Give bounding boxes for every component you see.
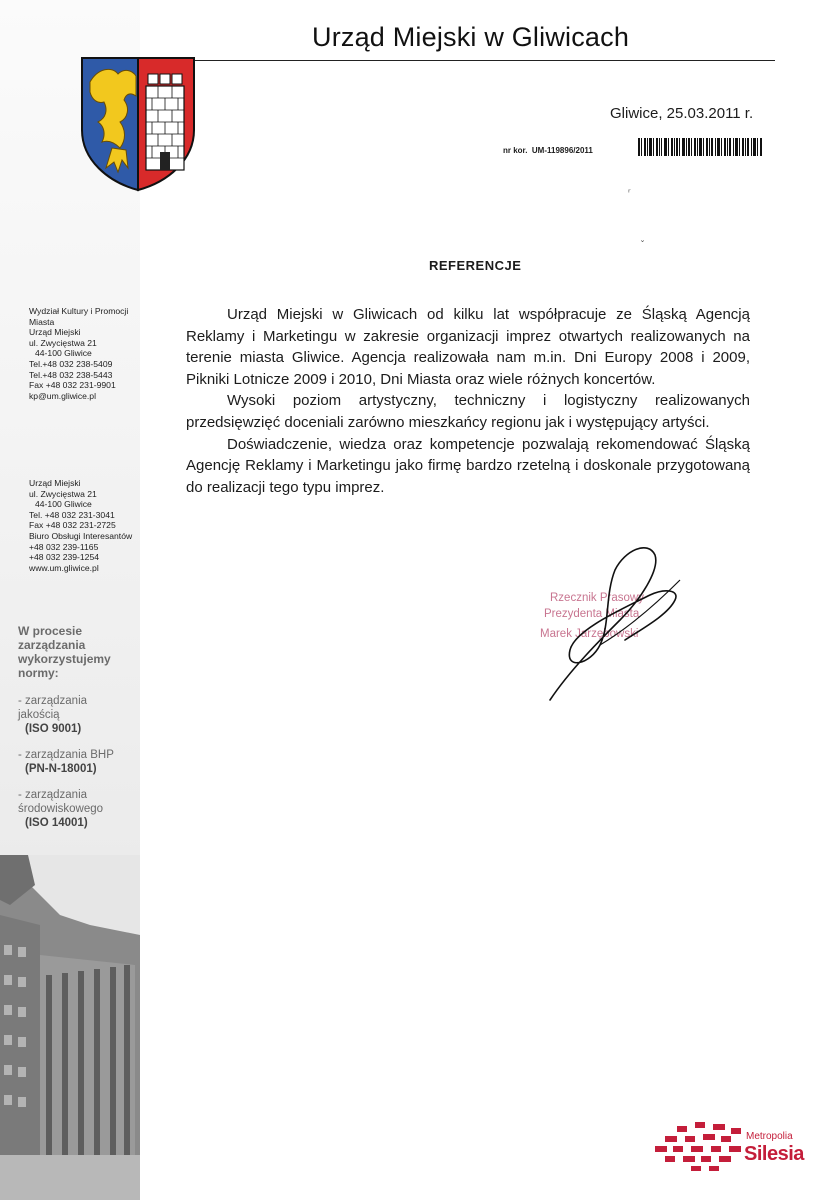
reference-value: UM-119896/2011 (531, 146, 593, 155)
scan-speck: ʳ (628, 188, 631, 199)
address-line: Urząd Miejski (29, 478, 81, 488)
body-paragraph: Urząd Miejski w Gliwicach od kilku lat współpracuje ze Śląską Agencją Reklamy i Marketingu w zakresie organizacji imprez otwartych realizowanych na terenie miasta Gliwice. Agencja realizowała nam m.in. Dni Europy 2008 i 2009, Pikniki Lotnicze 2009 i 2010, Dni Miasta oraz wiele różnych koncertów. (186, 306, 750, 388)
address-line: ul. Zwycięstwa 21 (29, 337, 97, 348)
address-line: ul. Zwycięstwa 21 (29, 488, 97, 499)
address-line: Tel.+48 032 238-5443 (29, 369, 113, 380)
address-line: www.um.gliwice.pl (29, 562, 99, 573)
building-photo (0, 855, 140, 1200)
coat-of-arms-icon (80, 56, 196, 192)
norm-label: - zarządzania jakością (18, 695, 88, 721)
norms-heading: W procesie zarządzania wykorzystujemy normy: (18, 624, 111, 680)
address-line: Fax +48 032 231-9901 (29, 380, 116, 391)
address-line: 44-100 Gliwice (35, 499, 92, 510)
department-address (29, 306, 128, 401)
body-paragraph: Doświadczenie, wiedza oraz kompetencje pozwalają rekomendować Śląską Agencję Reklamy i Marketingu jako firmę bardzo rzetelną i doskonale przygotowaną do realizacji tego typu imprez. (186, 435, 750, 496)
stamp-line: Prezydenta Miasta (544, 608, 640, 620)
address-line: Fax +48 032 231-2725 (29, 520, 116, 531)
address-line: Tel. +48 032 231-3041 (29, 509, 115, 520)
address-line: Miasta (29, 316, 55, 327)
handwritten-signature (530, 540, 710, 710)
barcode-icon (638, 138, 762, 156)
stamp-line: Marek Jarzębowski (540, 628, 639, 640)
scan-speck: ˇ (640, 240, 645, 251)
norm-label: - zarządzania BHP (18, 749, 114, 761)
norm-code: (ISO 9001) (25, 723, 82, 735)
address-line: Urząd Miejski (29, 327, 81, 338)
body-paragraph: Wysoki poziom artystyczny, techniczny i logistyczny realizowanych przedsięwzięć doceniali zarówno mieszkańcy regionu jak i występujący artyści. (186, 392, 750, 431)
metropolia-silesia-logo-icon (655, 1120, 745, 1172)
address-line: +48 032 239-1165 (29, 541, 99, 552)
stamp-line: Rzecznik Prasowy (550, 592, 644, 604)
office-address (29, 478, 132, 573)
reference-number (503, 146, 593, 155)
reference-label: nr kor. (503, 146, 528, 155)
norm-item (18, 788, 128, 830)
letter-body (186, 304, 750, 498)
logo-subtitle: Metropolia (746, 1131, 793, 1142)
norm-label: - zarządzania środowiskowego (18, 789, 104, 815)
address-line: kp@um.gliwice.pl (29, 390, 96, 401)
norm-code: (PN-N-18001) (25, 763, 97, 775)
letter-heading: REFERENCJE (429, 258, 522, 273)
norm-code: (ISO 14001) (25, 817, 88, 829)
address-line: 44-100 Gliwice (35, 348, 92, 359)
norm-item (18, 748, 138, 776)
page-title: Urząd Miejski w Gliwicach (312, 22, 630, 52)
logo-wordmark: Silesia (744, 1143, 804, 1165)
address-line: Tel.+48 032 238-5409 (29, 358, 113, 369)
norm-item (18, 694, 108, 736)
header-divider (150, 60, 775, 61)
address-line: +48 032 239-1254 (29, 552, 100, 563)
norms-section (18, 624, 138, 830)
address-line: Biuro Obsługi Interesantów (29, 530, 133, 541)
letter-date: Gliwice, 25.03.2011 r. (610, 105, 754, 122)
address-line: Wydział Kultury i Promocji (29, 306, 129, 316)
